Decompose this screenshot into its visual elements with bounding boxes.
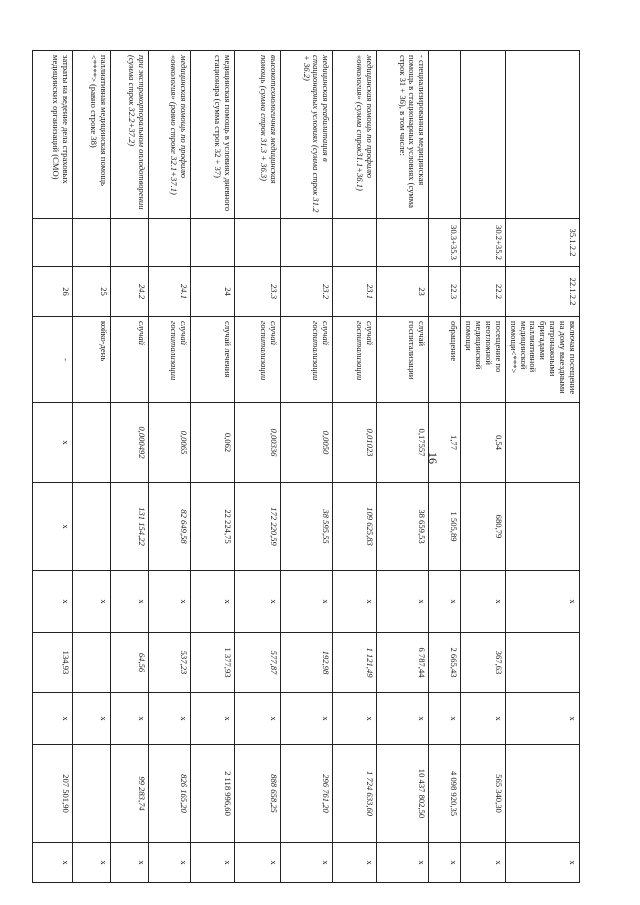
row-value: 109 625,83 <box>333 483 377 571</box>
row-value: x <box>73 571 111 633</box>
table-row <box>333 51 377 883</box>
row-value: x <box>333 693 377 745</box>
row-value: 64,56 <box>111 633 149 693</box>
row-value: x <box>235 571 281 633</box>
row-name: - специализированная медицинская помощь в стационарных условиях (сумма строк 31 + 36), в том числе: <box>377 51 429 219</box>
row-value: x <box>33 571 73 633</box>
row-source <box>73 219 111 267</box>
row-value: 0,0065 <box>149 403 191 483</box>
row-line: 23.1 <box>333 267 377 317</box>
row-value: 296 761,20 <box>281 745 333 843</box>
row-source <box>281 219 333 267</box>
row-value <box>73 403 111 483</box>
row-value: 537,23 <box>149 633 191 693</box>
row-line: 22.2 <box>461 267 506 317</box>
row-value: 0,01023 <box>333 403 377 483</box>
row-value: 577,87 <box>235 633 281 693</box>
table-row <box>111 51 149 883</box>
row-value: x <box>281 693 333 745</box>
row-unit: - <box>33 317 73 403</box>
row-value: x <box>33 843 73 883</box>
row-value: 0,00336 <box>235 403 281 483</box>
row-source <box>235 219 281 267</box>
table-row <box>377 51 429 883</box>
table-row <box>505 51 579 883</box>
row-value: 888 658,25 <box>235 745 281 843</box>
row-source <box>111 219 149 267</box>
row-value: x <box>33 693 73 745</box>
row-value: x <box>429 693 461 745</box>
table-row <box>461 51 506 883</box>
row-line: 24.2 <box>111 267 149 317</box>
row-source: 30.3+35.3 <box>429 219 461 267</box>
row-line: 22.3 <box>429 267 461 317</box>
row-value: 680,79 <box>461 483 506 571</box>
table-row <box>429 51 461 883</box>
table-row <box>33 51 73 883</box>
row-value: x <box>281 571 333 633</box>
row-name: медицинская помощь в условиях дневного стационара (сумма строк 32 + 37) <box>191 51 235 219</box>
row-name: медицинская помощь по профилю «онкология» (равно строке 32.1+37.1) <box>149 51 191 219</box>
table-row <box>73 51 111 883</box>
row-value: x <box>235 843 281 883</box>
row-value: x <box>111 571 149 633</box>
row-value: 1 121,49 <box>333 633 377 693</box>
table-container <box>51 50 580 882</box>
row-value <box>73 633 111 693</box>
row-value: x <box>33 403 73 483</box>
row-value: 1 724 633,60 <box>333 745 377 843</box>
row-unit: случай госпитализации <box>377 317 429 403</box>
row-source <box>33 219 73 267</box>
row-value: 1 505,89 <box>429 483 461 571</box>
row-source <box>377 219 429 267</box>
row-name: медицинская помощь по профилю «онкология» (сумма строк31.1+36.1) <box>333 51 377 219</box>
row-unit: обращение <box>429 317 461 403</box>
row-value <box>505 745 579 843</box>
row-source <box>149 219 191 267</box>
row-value: x <box>149 571 191 633</box>
row-name <box>505 51 579 219</box>
row-name: затраты на ведение дела страховых медицинских организаций (СМО) <box>33 51 73 219</box>
row-value: 207 501,90 <box>33 745 73 843</box>
table-row <box>281 51 333 883</box>
row-value: 1 377,93 <box>191 633 235 693</box>
row-source: 35.1.2.2 <box>505 219 579 267</box>
row-value: x <box>191 571 235 633</box>
row-value: 2 118 996,60 <box>191 745 235 843</box>
row-value: 4 098 920,35 <box>429 745 461 843</box>
row-value: 82 649,58 <box>149 483 191 571</box>
row-value: 826 165,20 <box>149 745 191 843</box>
row-value <box>73 483 111 571</box>
row-value: 2 665,43 <box>429 633 461 693</box>
row-value: x <box>73 693 111 745</box>
row-name: паллиативная медицинская помощь <****> (равно строке 38) <box>73 51 111 219</box>
row-unit: случай <box>111 317 149 403</box>
row-value: x <box>429 571 461 633</box>
row-value: x <box>149 693 191 745</box>
row-unit: случай госпитализации <box>149 317 191 403</box>
row-value: 10 437 802,50 <box>377 745 429 843</box>
row-value: x <box>333 843 377 883</box>
row-source <box>333 219 377 267</box>
financing-table <box>32 50 580 883</box>
row-unit: включая посещение на дому выездными патронажными бригадами паллиативной медицинской помощи<***> <box>505 317 579 403</box>
rotated-table-area <box>51 50 580 882</box>
table-row <box>191 51 235 883</box>
row-value: 367,63 <box>461 633 506 693</box>
row-value: 38 595,55 <box>281 483 333 571</box>
row-value: x <box>377 571 429 633</box>
row-value: 38 659,53 <box>377 483 429 571</box>
row-value <box>505 633 579 693</box>
row-name: при экстракорпоральном оплодотворении (сумма строк 32.2+37.2) <box>111 51 149 219</box>
row-line: 23.2 <box>281 267 333 317</box>
row-value: 134,93 <box>33 633 73 693</box>
row-value: x <box>235 693 281 745</box>
row-name: высокотехнологичная медицинская помощь (сумма строк 31.3 + 36.3) <box>235 51 281 219</box>
row-value: 0,17557 <box>377 403 429 483</box>
row-value: x <box>505 571 579 633</box>
row-value: 0,54 <box>461 403 506 483</box>
row-value: x <box>377 693 429 745</box>
row-value <box>505 483 579 571</box>
row-name <box>429 51 461 219</box>
row-value: 192,98 <box>281 633 333 693</box>
row-source <box>191 219 235 267</box>
row-value <box>73 745 111 843</box>
row-value: 172 220,59 <box>235 483 281 571</box>
row-value: 0,0050 <box>281 403 333 483</box>
row-line: 24 <box>191 267 235 317</box>
row-value: 6 787,44 <box>377 633 429 693</box>
row-line: 26 <box>33 267 73 317</box>
row-value: x <box>429 843 461 883</box>
row-unit: случай лечения <box>191 317 235 403</box>
row-source: 30.2+35.2 <box>461 219 506 267</box>
row-value: x <box>33 483 73 571</box>
row-value <box>505 403 579 483</box>
row-line: 23.3 <box>235 267 281 317</box>
page-number: 16 <box>426 452 440 464</box>
row-value: x <box>461 693 506 745</box>
table-row <box>149 51 191 883</box>
row-unit: посещение по неотложной медицинской помощи <box>461 317 506 403</box>
row-line: 23 <box>377 267 429 317</box>
row-value: x <box>281 843 333 883</box>
row-value: 22 224,75 <box>191 483 235 571</box>
row-line: 24.1 <box>149 267 191 317</box>
row-line: 25 <box>73 267 111 317</box>
row-value: 1,77 <box>429 403 461 483</box>
row-value: x <box>191 693 235 745</box>
row-value: 131 154,22 <box>111 483 149 571</box>
row-value: x <box>461 843 506 883</box>
row-unit: случай госпитализации <box>333 317 377 403</box>
row-line: 22.1.2.2 <box>505 267 579 317</box>
row-value: x <box>333 571 377 633</box>
row-name <box>461 51 506 219</box>
row-value: x <box>111 843 149 883</box>
row-value: 0,000492 <box>111 403 149 483</box>
row-value: x <box>377 843 429 883</box>
row-value: x <box>505 693 579 745</box>
row-value: x <box>505 843 579 883</box>
row-value: 99 283,74 <box>111 745 149 843</box>
row-unit: случай госпитализации <box>235 317 281 403</box>
row-value: x <box>461 571 506 633</box>
table-row <box>235 51 281 883</box>
row-value: 0,062 <box>191 403 235 483</box>
row-value: x <box>111 693 149 745</box>
row-value: 565 340,30 <box>461 745 506 843</box>
row-unit: койко-день <box>73 317 111 403</box>
row-value: x <box>73 843 111 883</box>
row-value: x <box>149 843 191 883</box>
row-name: медицинская реабилитация в стационарных условиях (сумма строк 31.2 + 36.2) <box>281 51 333 219</box>
row-unit: случай госпитализации <box>281 317 333 403</box>
row-value: x <box>191 843 235 883</box>
